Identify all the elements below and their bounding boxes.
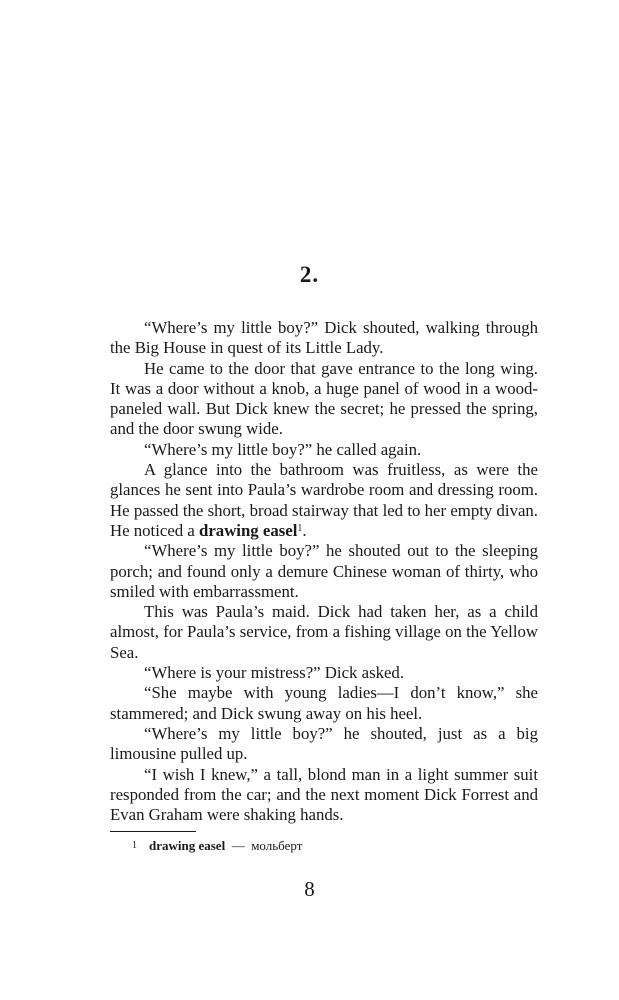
paragraph: “I wish I knew,” a tall, blond man in a light summer suit responded from the car; and the next moment Dick Forrest and Evan Graham were shaking hands. bbox=[110, 764, 538, 825]
paragraph: “Where is your mistress?” Dick asked. bbox=[144, 663, 405, 683]
footnote-translation: мольберт bbox=[251, 838, 303, 853]
paragraph bbox=[110, 460, 538, 541]
footnote-marker[interactable]: 1 bbox=[297, 522, 303, 534]
footnote-dash: — bbox=[231, 838, 245, 853]
paragraph: He came to the door that gave entrance to the long wing. It was a door without a knob, a huge panel of wood in a wood-paneled wall. But Dick knew the secret; he pressed the spring, and the door swung wide. bbox=[110, 358, 538, 439]
body-text bbox=[110, 318, 538, 825]
footnote-term: drawing easel bbox=[149, 838, 226, 853]
paragraph: “Where’s my little boy?” he shouted, just as a big limousine pulled up. bbox=[110, 723, 538, 764]
footnote-number: 1 bbox=[132, 840, 137, 851]
paragraph-text: A glance into the bathroom was fruitless, as were the glances he sent into Paula’s wardrobe room and dressing room. He passed the short, broad stairway that led to her empty divan. He noticed a bbox=[110, 460, 538, 540]
sentence-end: . bbox=[302, 520, 307, 540]
footnote bbox=[132, 838, 302, 854]
footnote-divider bbox=[110, 831, 196, 832]
page-number: 8 bbox=[304, 877, 315, 901]
highlighted-term: drawing easel bbox=[199, 520, 298, 540]
chapter-heading: 2. bbox=[299, 262, 320, 287]
paragraph: “Where’s my little boy?” he called again. bbox=[144, 439, 422, 459]
paragraph: “She maybe with young ladies—I don’t know,” she stammered; and Dick swung away on his heel. bbox=[110, 683, 538, 723]
paragraph: “Where’s my little boy?” he shouted out to the sleeping porch; and found only a demure Chinese woman of thirty, who smiled with embarrassment. bbox=[110, 541, 538, 601]
paragraph: This was Paula’s maid. Dick had taken her, as a child almost, for Paula’s service, from a fishing village on the Yellow Sea. bbox=[110, 602, 538, 662]
paragraph: “Where’s my little boy?” Dick shouted, walking through the Big House in quest of its Little Lady. bbox=[110, 318, 538, 358]
